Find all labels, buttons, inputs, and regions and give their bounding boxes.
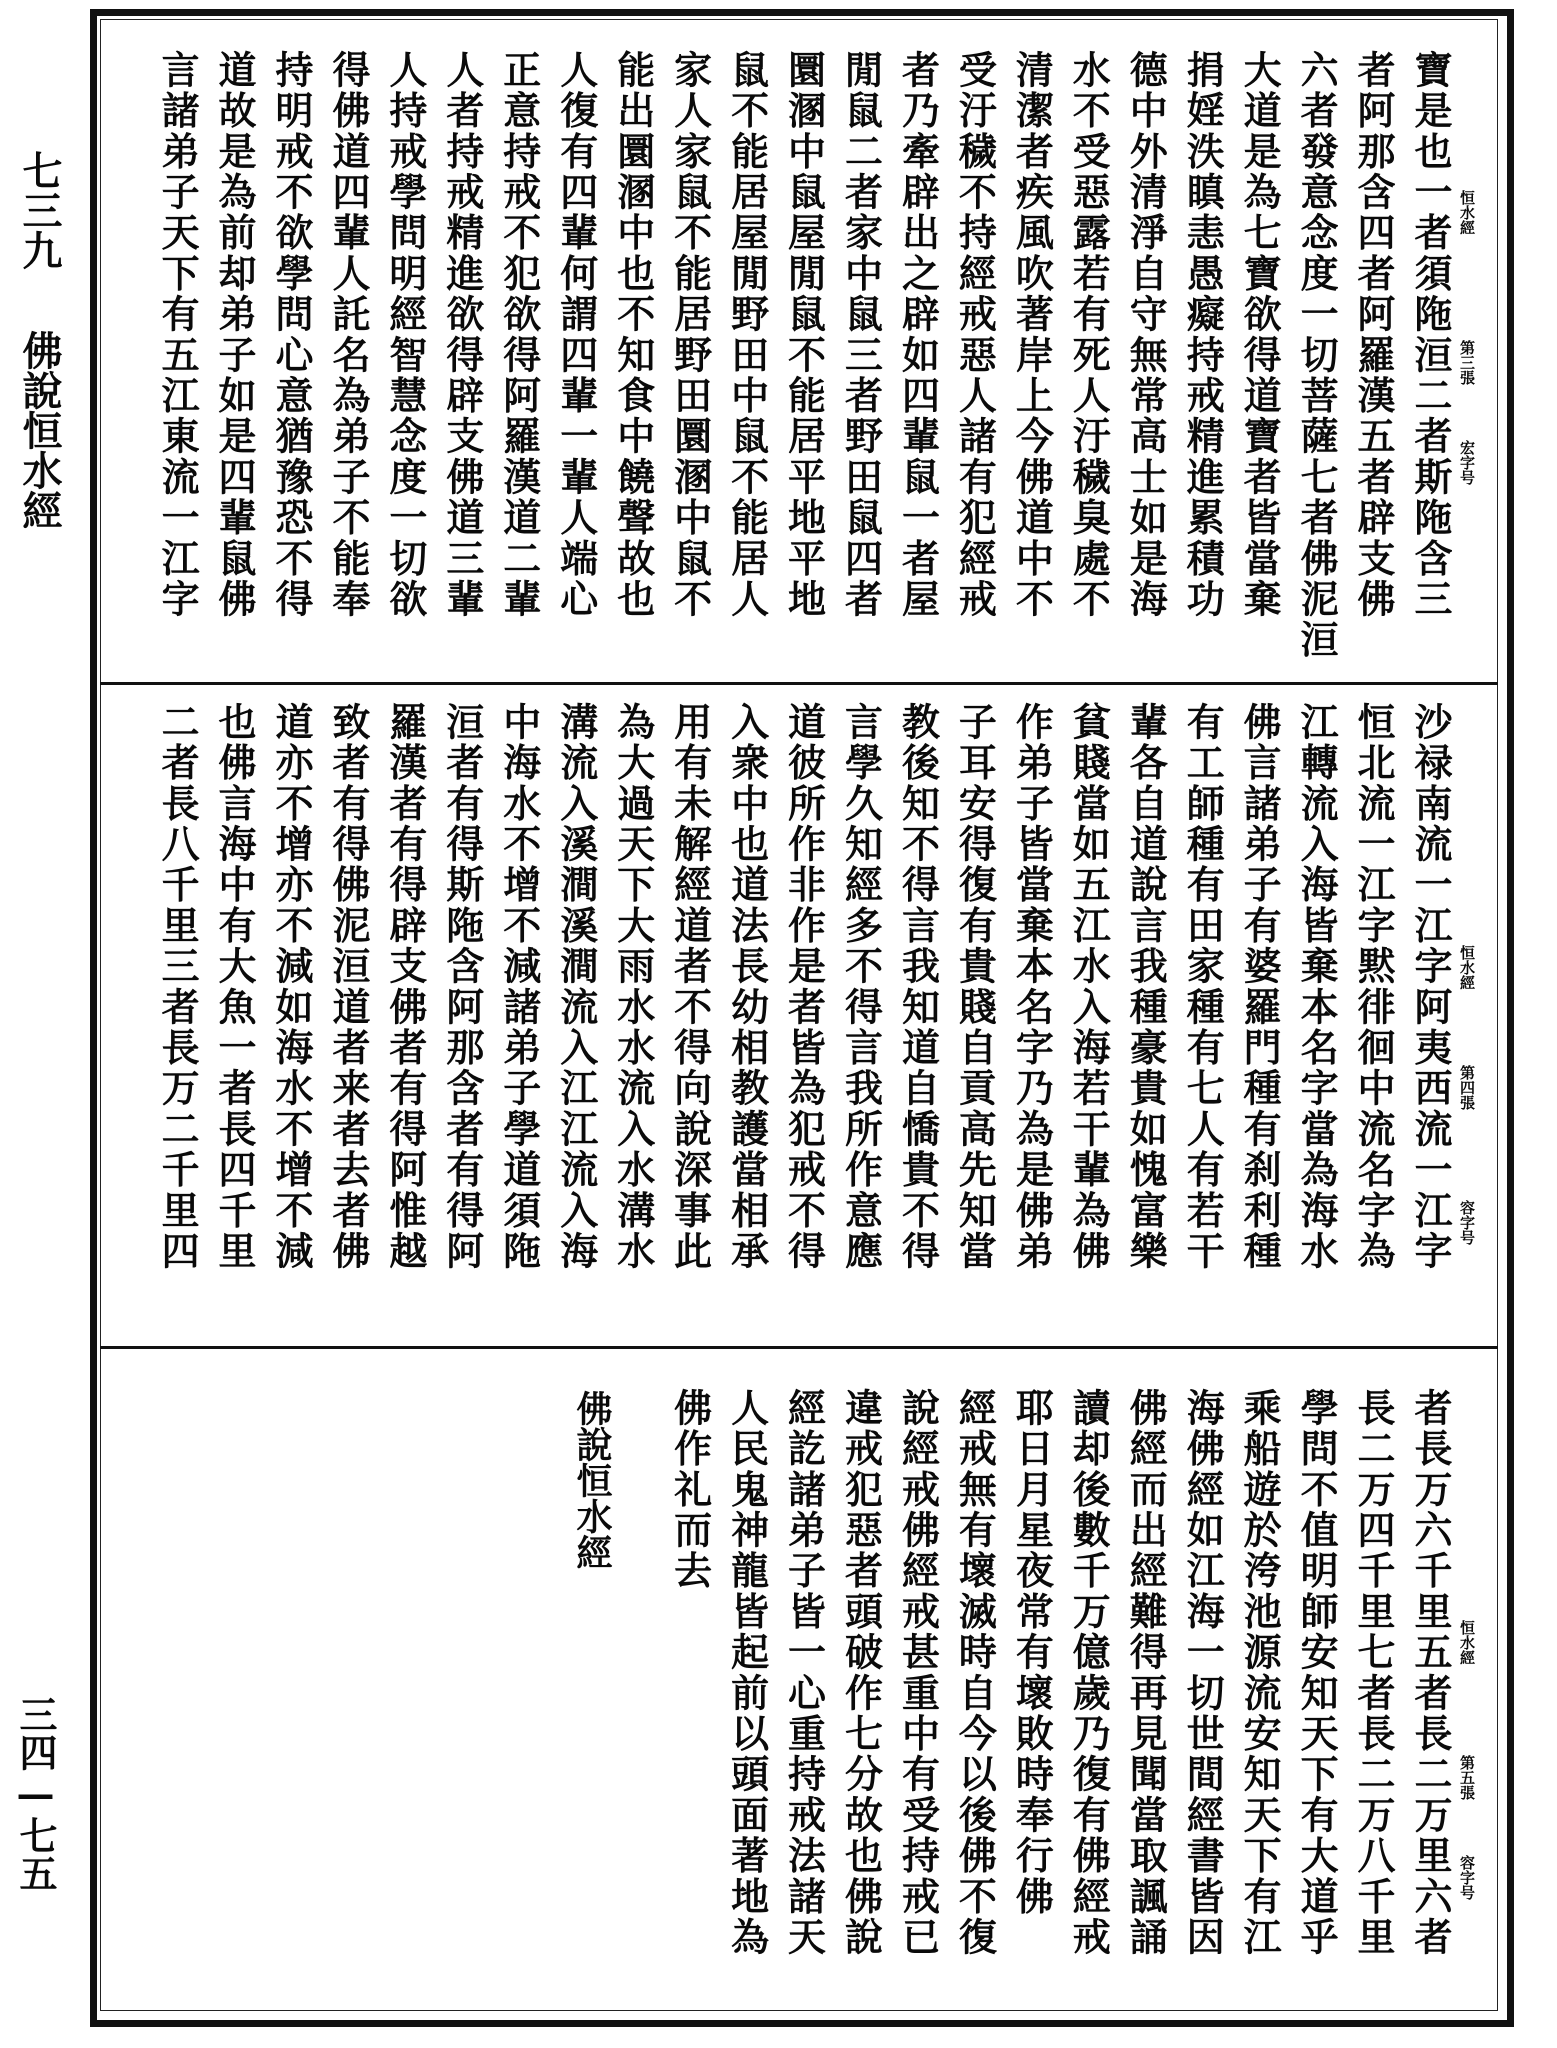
text-column: 佛言諸弟子有婆羅門種有刹利種 [1237,702,1283,1272]
text-column: 道彼所作非作是者皆為犯戒不得 [781,702,827,1272]
margin-note-sheet: 第五張 [1458,1755,1476,1800]
text-column: 江轉流入海皆棄本名字當為海水 [1294,702,1340,1272]
text-column: 違戒犯惡者頭破作七分故也佛說 [838,1388,884,1958]
text-column: 大道是為七寶欲得道寶者皆當棄 [1237,50,1283,620]
text-column: 能出圜溷中也不知食中饒聲故也 [610,50,656,620]
text-column: 用有未解經道者不得向說深事此 [667,702,713,1272]
text-column: 者阿那含四者阿羅漢五者辟支佛 [1351,50,1397,620]
text-column: 溝流入溪澗溪澗流入江江流入海 [553,702,599,1272]
text-column: 家人家鼠不能居野田圜溷中鼠不 [667,50,713,620]
text-column: 六者發意念度一切菩薩七者佛泥洹 [1294,50,1340,661]
margin-note-mark: 容字号 [1458,1200,1476,1245]
text-column: 洹者有得斯陁含阿那含者有得阿 [439,702,485,1272]
text-column: 沙禄南流一江字阿夷西流一江字 [1408,702,1453,1272]
text-column: 二者長八千里三者長万二千里四 [155,702,201,1272]
text-column: 道亦不增亦不減如海水不增不減 [269,702,314,1272]
text-column: 道故是為前却弟子如是四輩鼠佛 [212,50,258,620]
margin-sutra-title: 佛說恒水經 [16,330,63,530]
text-column: 受汙穢不持經戒惡人諸有犯經戒 [952,50,998,620]
text-column: 清潔者疾風吹著岸上今佛道中不 [1009,50,1055,620]
text-column: 佛經而出經難得再見聞當取諷誦 [1123,1388,1169,1958]
text-column: 經戒無有壞滅時自今以後佛不復 [952,1388,998,1958]
text-column: 恒北流一江字黙徘徊中流名字為 [1351,702,1397,1272]
panel-divider [100,682,1498,685]
text-column: 說經戒佛經戒甚重中有受持戒已 [895,1388,941,1958]
text-column: 輩各自道說言我種豪貴如愧富樂 [1123,702,1169,1272]
margin-note-sutra: 恒水經 [1458,1620,1476,1665]
text-column: 持明戒不欲學問心意猶豫恐不得 [269,50,314,620]
margin-page-number: 三四—七五 [13,1695,58,1892]
text-column: 子耳安得復有貴賤自貢高先知當 [952,702,998,1272]
text-column: 佛作礼而去 [667,1388,713,1592]
text-column: 人者持戒精進欲得辟支佛道三輩 [439,50,485,620]
text-column: 致者有得佛泥洹道者来者去者佛 [325,702,371,1272]
panel-divider [100,1346,1498,1349]
text-column: 鼠不能居屋閒野田中鼠不能居人 [724,50,770,620]
text-column: 乘船遊於洿池源流安知天下有江 [1237,1388,1283,1958]
text-column: 言諸弟子天下有五江東流一江字 [155,50,201,620]
text-column: 學問不值明師安知天下有大道乎 [1294,1388,1340,1958]
text-column: 耶日月星夜常有壞敗時奉行佛 [1009,1388,1055,1918]
text-column: 中海水不增不減諸弟子學道須陁 [496,702,542,1272]
text-column: 捐婬泆瞋恚愚癡持戒精進累積功 [1180,50,1226,620]
text-column: 水不受惡露若有死人汙穢臭處不 [1066,50,1112,620]
margin-note-sheet: 第三張 [1458,340,1476,385]
text-column: 閒鼠二者家中鼠三者野田鼠四者 [838,50,884,620]
text-column: 言學久知經多不得言我所作意應 [838,702,884,1272]
text-column: 得佛道四輩人託名為弟子不能奉 [325,50,371,620]
text-column: 經訖諸弟子皆一心重持戒法諸天 [781,1388,827,1958]
text-column: 者長万六千里五者長二万里六者 [1408,1388,1453,1958]
text-column: 寶是也一者須陁洹二者斯陁含三 [1408,50,1453,620]
text-column: 海佛經如江海一切世間經書皆因 [1180,1388,1226,1958]
margin-note-sutra: 恒水經 [1458,190,1476,235]
text-column: 長二万四千里七者長二万八千里 [1351,1388,1397,1958]
text-column: 貧賤當如五江水入海若干輩為佛 [1066,702,1112,1272]
text-column: 羅漢者有得辟支佛者有得阿惟越 [382,702,428,1272]
text-column: 有工師種有田家種有七人有若干 [1180,702,1226,1272]
end-title: 佛說恒水經 [571,1390,613,1570]
margin-volume-number: 七三九 [16,150,63,270]
text-column: 入衆中也道法長幼相教護當相承 [724,702,770,1272]
text-column: 人民鬼神龍皆起前以頭面著地為 [724,1388,770,1958]
text-column: 人復有四輩何謂四輩一輩人端心 [553,50,599,620]
text-column: 德中外清淨自守無常高士如是海 [1123,50,1169,620]
text-column: 正意持戒不犯欲得阿羅漢道二輩 [496,50,542,620]
margin-note-mark: 容字号 [1458,1855,1476,1900]
text-column: 作弟子皆當棄本名字乃為是佛弟 [1009,702,1055,1272]
text-column: 教後知不得言我知道自憍貴不得 [895,702,941,1272]
text-column: 人持戒學問明經智慧念度一切欲 [382,50,428,620]
text-column: 者乃牽辟出之辟如四輩鼠一者屋 [895,50,941,620]
text-column: 圜溷中鼠屋閒鼠不能居平地平地 [781,50,827,620]
text-column: 為大過天下大雨水水流入水溝水 [610,702,656,1272]
margin-note-sutra: 恒水經 [1458,945,1476,990]
text-column: 讀却後數千万億歲乃復有佛經戒 [1066,1388,1112,1958]
margin-note-sheet: 第四張 [1458,1065,1476,1110]
text-column: 也佛言海中有大魚一者長四千里 [212,702,258,1272]
margin-note-mark: 宏字号 [1458,440,1476,485]
